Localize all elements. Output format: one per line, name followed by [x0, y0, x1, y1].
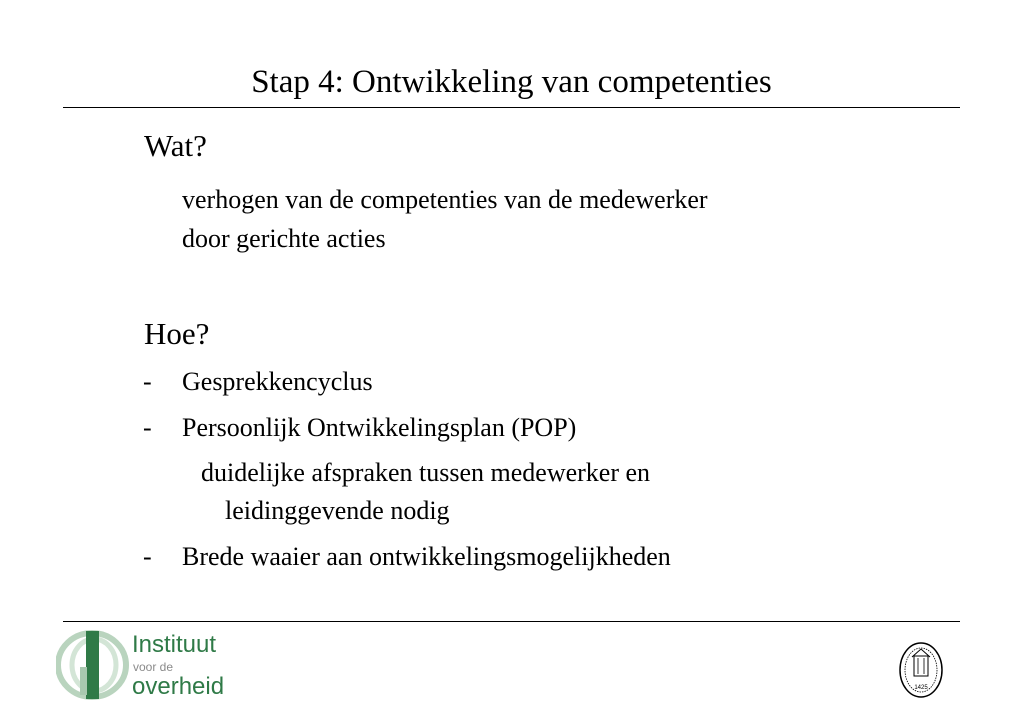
bullet-brede-waaier: Brede waaier aan ontwikkelingsmogelijkheden [182, 542, 671, 571]
wat-text-line-1: verhogen van de competenties van de medewerker [182, 185, 708, 214]
footer-divider [63, 621, 960, 622]
bullet-dash-2: - [143, 413, 152, 442]
wat-text-line-2: door gerichte acties [182, 224, 386, 253]
university-seal-icon [897, 640, 945, 700]
pop-sub-line-1: duidelijke afspraken tussen medewerker en [201, 458, 651, 487]
slide-title: Stap 4: Ontwikkeling van competenties [251, 64, 772, 100]
seal-year: 1425 [914, 685, 928, 691]
logo-word-voor-de: voor de [133, 660, 174, 674]
bullet-dash-1: - [143, 367, 152, 396]
wat-heading: Wat? [144, 128, 207, 163]
logo-bar-shade [80, 667, 87, 695]
title-divider [63, 107, 960, 108]
hoe-heading: Hoe? [144, 316, 210, 351]
instituut-voor-de-overheid-logo [56, 627, 246, 701]
logo-word-instituut: Instituut [132, 631, 217, 658]
pop-sub-line-2: leidinggevende nodig [225, 496, 450, 525]
bullet-dash-3: - [143, 542, 152, 571]
bullet-pop: Persoonlijk Ontwikkelingsplan (POP) [182, 413, 577, 442]
logo-bar [86, 631, 99, 699]
logo-word-overheid: overheid [132, 673, 225, 700]
seal-building [914, 656, 928, 676]
bullet-gesprekkencyclus: Gesprekkencyclus [182, 367, 373, 396]
